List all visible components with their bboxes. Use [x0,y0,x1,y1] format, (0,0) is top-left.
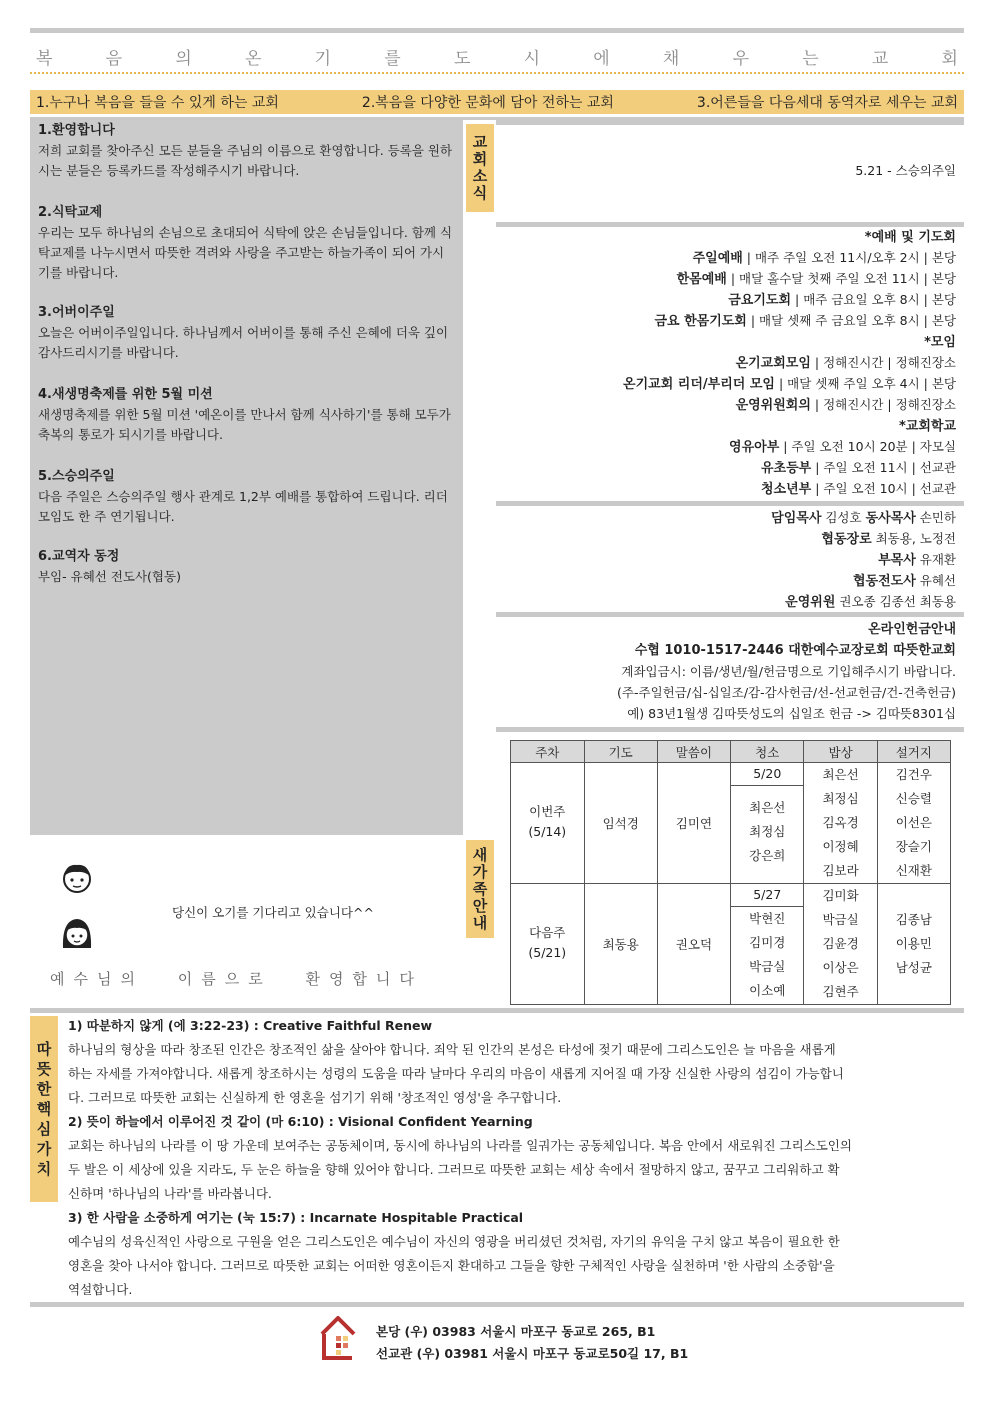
dish-cell [877,884,950,1005]
school-name: 유초등부 [760,461,812,476]
staff-name: 최동용, 노정전 [871,531,956,546]
meeting-name: 운영위원회의 [735,398,811,413]
tab-church-news [466,124,494,212]
slogan-char: 기 [314,48,332,69]
school-name: 영유아부 [729,440,780,455]
col-header: 주차 [511,741,585,763]
service-name: 주일예배 [692,251,743,266]
slogan-char: 음 [105,48,123,69]
core-line: 영혼을 찾아 나서야 합니다. 그러므로 따뜻한 교회는 어떠한 영혼이든지 환대하고 그들을 향한 구체적인 사랑을 실천하며 '한 사람의 소중함'을 [68,1258,835,1273]
news-title: 6.교역자 동정 [38,549,120,564]
news-item [38,120,456,181]
dish-name: 신재환 [895,863,932,878]
week-label: 이번주 [529,804,566,819]
week-label: 다음주 [529,925,566,940]
tab-char: 소 [472,167,488,185]
service-detail: | 매주 금요일 오후 8시 | 본당 [791,292,956,307]
dish-name: 장슬기 [895,839,932,854]
week-cell [511,884,585,1005]
calendar-note: 5.21 - 스승의주일 [855,163,956,178]
meal-name: 김윤경 [822,936,859,951]
woman-icon [60,914,94,956]
staff-role: 운영위원 [785,595,836,610]
section-rule [496,120,964,125]
meal-name: 박금실 [822,912,859,927]
clean-cell [731,763,804,884]
word-cell: 김미연 [657,763,730,884]
slogan-char: 온 [244,48,262,69]
tab-char: 가 [36,1140,52,1158]
dish-name: 남성균 [895,960,932,975]
school-heading: *교회학교 [898,419,956,434]
service-detail: | 매달 셋째 주 금요일 오후 8시 | 본당 [746,313,956,328]
news-item [38,384,456,445]
table-row [511,884,951,1005]
news-body: 부임- 유혜선 전도사(협동) [38,569,181,584]
slogan-char: 에 [593,48,610,69]
offering-note: (주-주일헌금/십-십일조/감-감사헌금/선-선교헌금/건-건축헌금) [617,685,956,700]
staff-name: 손민하 [915,510,956,525]
slogan-char: 교 [871,48,889,69]
staff-role: 부목사 [878,553,916,568]
meeting-detail: | 매달 셋째 주일 오후 4시 | 본당 [775,376,956,391]
service-detail: | 매주 주일 오전 11시/오후 2시 | 본당 [742,250,956,265]
mission-1: 1.누구나 복음을 들을 수 있게 하는 교회 [36,95,279,111]
meal-cell [804,763,877,884]
staff-role: 동사목사 [865,511,916,526]
slogan-char: 시 [523,48,541,69]
mission-2: 2.복음을 다양한 문화에 담아 전하는 교회 [361,95,614,111]
clean-date: 5/20 [731,763,803,786]
clean-name: 이소예 [749,983,786,998]
word-cell: 권오덕 [657,884,730,1005]
core-line: 예수님의 성육신적인 사랑으로 구원을 얻은 그리스도인은 예수님이 자신의 영광을 버리셨던 것처럼, 자기의 유익을 구치 않고 복음이 필요한 한 [68,1234,840,1249]
clean-cell [731,884,804,1005]
clean-name: 박금실 [749,959,786,974]
meal-name: 김미화 [822,888,859,903]
offering-account: 수협 1010-1517-2446 대한예수교장로회 따뜻한교회 [634,643,956,658]
core-line: 교회는 하나님의 나라를 이 땅 가운데 보여주는 공동체이며, 동시에 하나님의 나라를 일궈가는 공동체입니다. 복음 안에서 새로워진 그리스도인의 [68,1138,852,1153]
clean-name: 최정심 [749,824,786,839]
staff-name: 유재환 [915,552,956,567]
news-body: 저희 교회를 찾아주신 모든 분들을 주님의 이름으로 환영합니다. 등록을 원하시는 분들은 등록카드를 작성해주시기 바랍니다. [38,143,453,178]
tab-char: 식 [472,184,488,202]
news-body: 다음 주일은 스승의주일 행사 관계로 1,2부 예배를 통합하여 드립니다. 리더모임도 한 주 연기됩니다. [38,489,448,524]
news-title: 2.식탁교제 [38,205,103,220]
tab-core-values [30,1016,58,1202]
service-name: 금요 한몸기도회 [654,314,747,329]
mission-bar [30,90,964,114]
tab-char: 내 [472,913,488,932]
clean-date: 5/27 [731,884,803,907]
news-body: 오늘은 어버이주일입니다. 하나님께서 어버이를 통해 주신 은혜에 더욱 깊이 감사드리시기를 바랍니다. [38,325,449,360]
news-body: 새생명축제를 위한 5월 미션 '예온이를 만나서 함께 식사하기'를 통해 모두가 축복의 통로가 되시기를 바랍니다. [38,407,451,442]
worship-heading: *예배 및 기도회 [864,230,956,245]
top-rule [30,28,964,33]
dish-name: 신승렬 [895,791,932,806]
tab-new-family [466,840,494,938]
slogan-char: 도 [453,48,471,69]
dish-cell [877,763,950,884]
dish-name: 김건우 [895,767,932,782]
slogan-char: 채 [662,48,680,69]
news-title: 3.어버이주일 [38,305,115,320]
meeting-name: 온기교회모임 [735,356,811,371]
offering-note: 예) 83년1월생 김따뜻성도의 십일조 헌금 -> 김따뜻8301십 [627,706,956,721]
tab-char: 핵 [36,1100,52,1118]
school-detail: | 주일 오전 10시 | 선교관 [811,481,956,496]
news-item [38,546,456,587]
staff-name: 김성호 [821,510,866,525]
school-detail: | 주일 오전 10시 20분 | 자모실 [779,439,956,454]
meal-cell [804,884,877,1005]
meal-name: 김현주 [822,984,859,999]
clean-name: 김미경 [749,935,786,950]
slogan-char: 의 [175,48,192,69]
staff-role: 담임목사 [771,511,822,526]
tab-char: 회 [472,150,488,168]
core-line: 하나님의 형상을 따라 창조된 인간은 창조적인 삶을 살아야 합니다. 죄악 된 인간의 본성은 타성에 젖기 때문에 그리스도인은 늘 마음을 새롭게 [68,1042,836,1057]
core-title: 3) 한 사람을 소중하게 여기는 (눅 15:7) : Incarnate Hospitable Practical [68,1210,524,1225]
church-logo [318,1314,358,1366]
duty-roster-table [510,740,951,1005]
col-header: 말씀이 [657,741,730,763]
meal-name: 이상은 [822,960,859,975]
meetings-heading: *모임 [924,335,956,350]
slogan-char: 회 [941,48,958,69]
meeting-name: 온기교회 리더/부리더 모임 [623,377,775,392]
welcome-text: 예수님의 이름으로 환영합니다 [50,970,423,988]
core-line: 하는 자세를 가져야합니다. 새롭게 창조하시는 성령의 도움을 따라 날마다 우리의 마음이 새롭게 지어질 때 가장 신실한 사랑의 섬김이 가능합니 [68,1066,844,1081]
staff-name: 유혜선 [915,573,956,588]
meal-name: 최정심 [822,791,859,806]
news-item [38,466,456,527]
clean-name: 강은희 [749,848,786,863]
service-name: 한몸예배 [676,272,727,287]
tab-char: 교 [472,133,488,151]
core-line: 신하며 '하나님의 나라'를 바라봅니다. [68,1186,272,1201]
tab-char: 뜻 [36,1060,52,1078]
core-title: 1) 따분하지 않게 (에 3:22-23) : Creative Faithful Renew [68,1018,433,1033]
table-row [511,763,951,884]
offering-title: 온라인헌금안내 [868,622,956,637]
table-header-row [511,741,951,763]
section-rule [496,612,964,617]
tab-char: 심 [36,1120,52,1138]
week-cell [511,763,585,884]
address-main: 본당 (우) 03983 서울시 마포구 동교로 265, B1 [376,1324,656,1339]
meal-name: 김보라 [822,863,859,878]
news-panel [30,120,463,835]
col-header: 밥상 [804,741,877,763]
slogan-char: 우 [732,48,749,69]
family-message: 당신이 오기를 기다리고 있습니다^^ [172,905,374,920]
staff-role: 협동전도사 [853,574,916,589]
core-title: 2) 뜻이 하늘에서 이루어진 것 같이 (마 6:10) : Visional Confident Yearning [68,1114,533,1129]
core-line: 역설합니다. [68,1282,133,1297]
clean-name: 최은선 [749,800,786,815]
prayer-cell: 최동용 [584,884,657,1005]
news-title: 4.새생명축제를 위한 5월 미션 [38,387,213,402]
tab-char: 한 [36,1080,52,1098]
prayer-cell: 임석경 [584,763,657,884]
tab-char: 족 [472,879,488,898]
staff-name: 권오종 김종선 최동용 [835,594,956,609]
meal-name: 최은선 [822,767,859,782]
address-mission: 선교관 (우) 03981 서울시 마포구 동교로50길 17, B1 [376,1346,689,1361]
church-slogan [30,40,964,74]
col-header: 기도 [584,741,657,763]
tab-char: 따 [36,1040,52,1058]
news-body: 우리는 모두 하나님의 손님으로 초대되어 식탁에 앉은 손님들입니다. 함께 식탁교제를 나누시면서 따뜻한 격려와 사랑을 주고받는 하늘가족이 되어 가시기를 바랍니다. [38,225,453,280]
meeting-detail: | 정해진시간 | 정해진장소 [810,355,956,370]
service-name: 금요기도회 [728,293,792,308]
core-rule [30,1008,964,1013]
news-title: 1.환영합니다 [38,123,115,138]
tab-char: 안 [472,896,488,915]
clean-name: 박현진 [749,911,786,926]
school-detail: | 주일 오전 11시 | 선교관 [811,460,956,475]
week-date: (5/21) [528,945,567,960]
service-detail: | 매달 홀수달 첫째 주일 오전 11시 | 본당 [726,271,956,286]
slogan-char: 복 [36,48,53,69]
slogan-char: 를 [384,48,401,69]
offering-note: 계좌입금시: 이름/생년/월/헌금명으로 기입해주시기 바랍니다. [621,664,956,679]
news-item [38,202,456,283]
section-rule [496,727,964,732]
tab-char: 새 [472,845,488,864]
dish-name: 이선은 [895,815,932,830]
col-header: 청소 [731,741,804,763]
dish-name: 이용민 [895,936,932,951]
tab-char: 가 [472,862,488,881]
meal-name: 김옥경 [822,815,859,830]
footer-rule [30,1302,964,1307]
news-item [38,302,456,363]
meeting-detail: | 정해진시간 | 정해진장소 [810,397,956,412]
mission-3: 3.어른들을 다음세대 동역자로 세우는 교회 [696,95,958,111]
week-date: (5/14) [528,824,567,839]
core-line: 두 발은 이 세상에 있을 지라도, 두 눈은 하늘을 향해 있어야 합니다. 그러므로 따뜻한 교회는 세상 속에서 절망하지 않고, 꿈꾸고 그리워하고 확 [68,1162,840,1177]
core-line: 다. 그러므로 따뜻한 교회는 신실하게 한 영혼을 섬기기 위해 '창조적인 영성'을 추구합니다. [68,1090,562,1105]
section-rule [496,501,964,506]
col-header: 설거지 [877,741,950,763]
meal-name: 이정혜 [822,839,859,854]
school-name: 청소년부 [760,482,812,497]
slogan-char: 는 [802,48,819,69]
man-icon [60,860,94,900]
dish-name: 김종남 [895,912,932,927]
news-title: 5.스승의주일 [38,469,115,484]
staff-role: 협동장로 [821,532,872,547]
tab-char: 치 [36,1160,52,1178]
